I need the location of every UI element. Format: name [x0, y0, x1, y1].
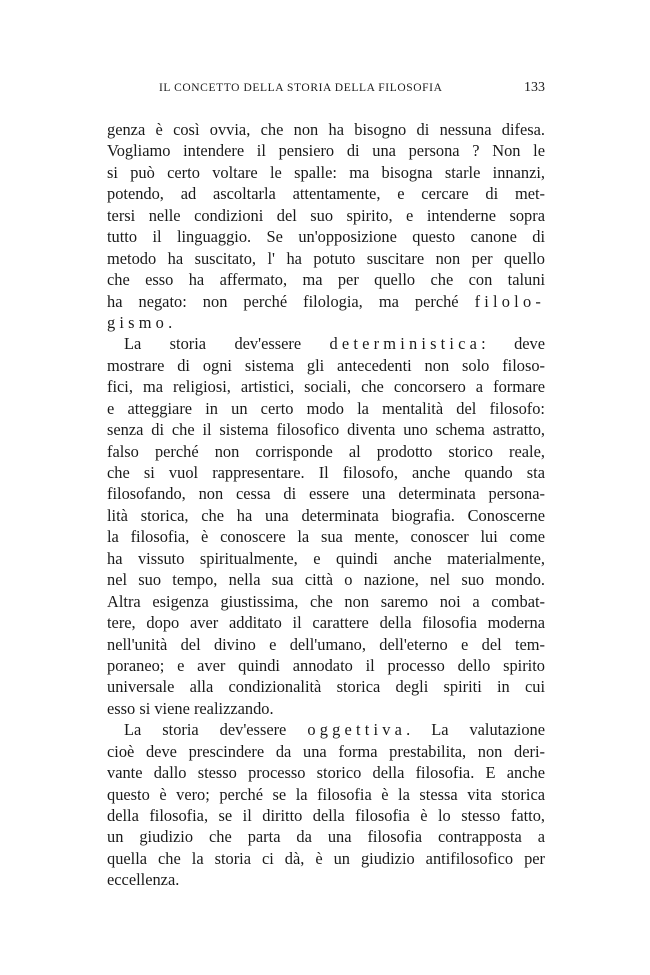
body-text	[107, 119, 545, 891]
text-line: tere, dopo aver additato il carattere della filosofia moderna	[107, 613, 545, 633]
text-line: che esso ha affermato, ma per quello che con taluni	[107, 270, 545, 290]
text-line: poraneo; e aver quindi annodato il processo dello spirito	[107, 655, 545, 675]
spaced-emphasis: gismo	[107, 312, 169, 332]
text-line: tersi nelle condizioni del suo spirito, e intenderne sopra	[107, 205, 545, 225]
text-segment: La storia dev'essere	[124, 334, 330, 354]
text-line	[107, 333, 545, 354]
text-line: ha vissuto spiritualmente, e quindi anche materialmente,	[107, 548, 545, 568]
text-line: tutto il linguaggio. Se un'opposizione questo canone di	[107, 227, 545, 247]
text-line: senza di che il sistema filosofico diventa uno schema astratto,	[107, 420, 545, 440]
text-segment: La storia dev'essere	[124, 720, 308, 740]
text-line: e atteggiare in un certo modo la mentalità del filosofo:	[107, 398, 545, 418]
text-line: Altra esigenza giustissima, che non saremo noi a combat-	[107, 591, 545, 611]
text-line: questo è vero; perché se la filosofia è la stessa vita storica	[107, 784, 545, 804]
text-line: quella che la storia ci dà, è un giudizio antifilosofico per	[107, 848, 545, 868]
text-line: potendo, ad ascoltarla attentamente, e cercare di met-	[107, 184, 545, 204]
text-segment: ha negato: non perché filologia, ma perché	[107, 291, 475, 311]
text-line: cioè deve prescindere da una forma prestabilita, non deri-	[107, 741, 545, 761]
text-line: un giudizio che parta da una filosofia contrapposta a	[107, 827, 545, 847]
text-line: esso si viene realizzando.	[107, 698, 274, 718]
text-line: genza è così ovvia, che non ha bisogno di nessuna difesa.	[107, 120, 545, 139]
text-line	[107, 312, 545, 333]
spaced-emphasis: filolo-	[474, 291, 545, 311]
text-line	[107, 291, 545, 312]
text-segment: . La valutazione	[406, 720, 546, 740]
text-line: metodo ha suscitato, l' ha potuto suscitare non per quello	[107, 248, 545, 268]
text-line: nel suo tempo, nella sua città o nazione, nel suo mondo.	[107, 570, 545, 590]
running-title: IL CONCETTO DELLA STORIA DELLA FILOSOFIA	[159, 82, 443, 94]
text-segment: : deve	[481, 334, 546, 354]
text-line: universale alla condizionalità storica degli spiriti in cui	[107, 677, 545, 697]
text-line: la filosofia, è conoscere la sua mente, conoscer lui come	[107, 527, 545, 547]
text-line: eccellenza.	[107, 870, 180, 890]
text-line: filosofando, non cessa di essere una determinata persona-	[107, 484, 545, 504]
text-line: lità storica, che ha una determinata biografia. Conoscerne	[107, 505, 545, 525]
text-line: falso perché non corrisponde al prodotto storico reale,	[107, 441, 545, 461]
text-segment: .	[168, 312, 173, 332]
text-line: mostrare di ogni sistema gli antecedenti non solo filoso-	[107, 355, 545, 375]
spaced-emphasis: oggettiva	[307, 720, 407, 740]
text-line: Vogliamo intendere il pensiero di una persona ? Non le	[107, 141, 545, 161]
text-line: vante dallo stesso processo storico della filosofia. E anche	[107, 763, 545, 783]
page-number: 133	[524, 80, 545, 95]
text-line: che si vuol rappresentare. Il filosofo, anche quando sta	[107, 463, 545, 482]
text-line: nell'unità del divino e dell'umano, dell'eterno e del tem-	[107, 634, 545, 654]
text-line: si può certo voltare le spalle: ma bisogna starle innanzi,	[107, 162, 545, 182]
text-line: fici, ma religiosi, artistici, sociali, che concorsero a formare	[107, 377, 545, 397]
spaced-emphasis: deterministica	[329, 334, 482, 354]
text-line: della filosofia, se il diritto della filosofia è lo stesso fatto,	[107, 806, 545, 825]
text-line	[107, 719, 545, 740]
running-head	[107, 80, 545, 100]
